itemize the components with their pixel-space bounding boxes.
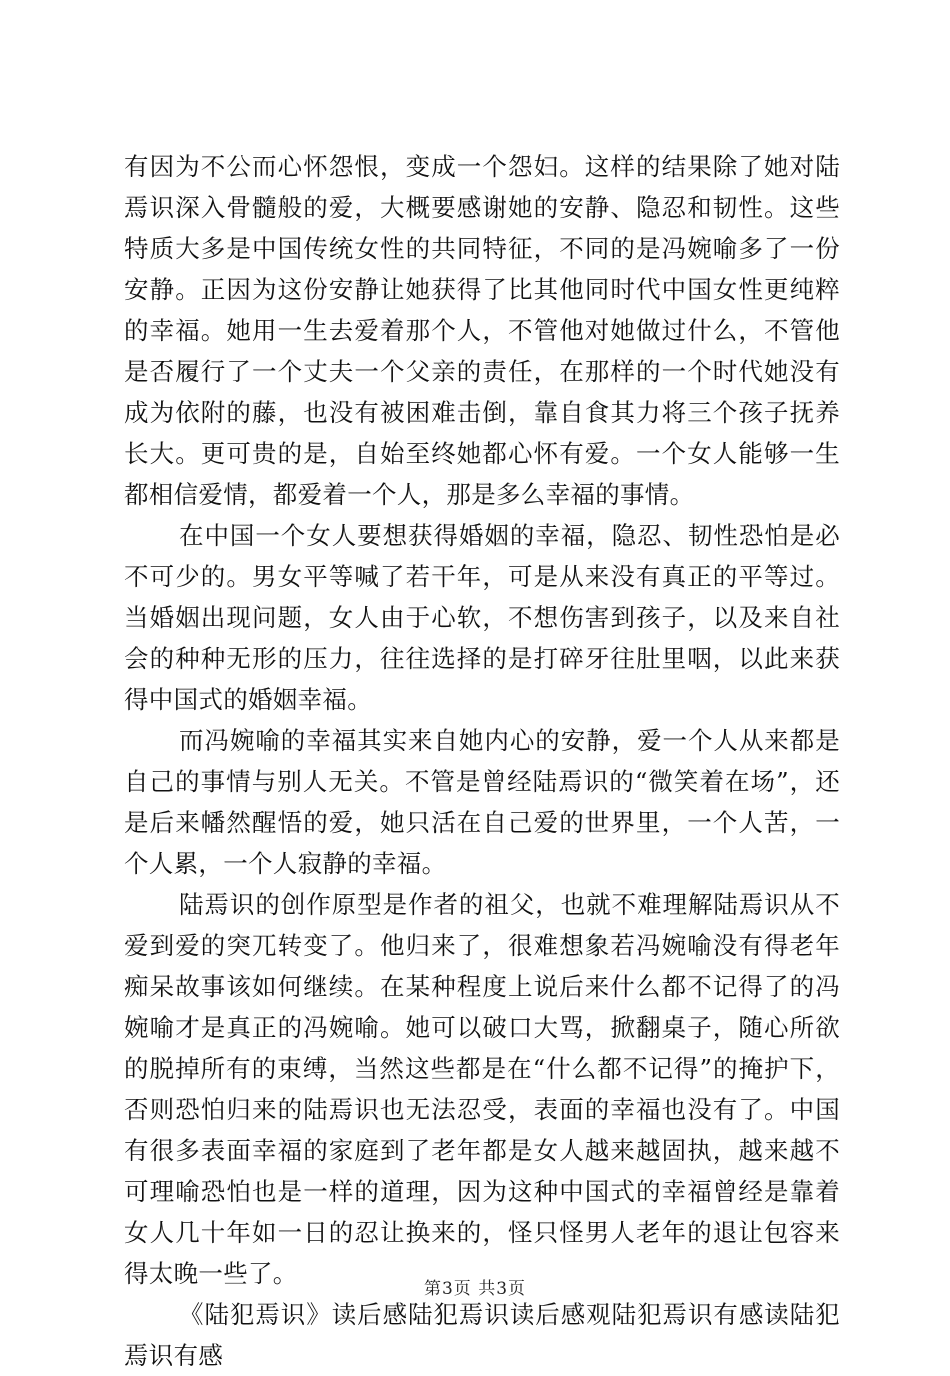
paragraph-continuation: 有因为不公而心怀怨恨，变成一个怨妇。这样的结果除了她对陆焉识深入骨髓般的爱，大概要感谢她的安静、隐忍和韧性。这些特质大多是中国传统女性的共同特征，不同的是冯婉喻多了一份安静。正因为这份安静让她获得了比其他同时代中国女性更纯粹的幸福。她用一生去爱着那个人，不管他对她做过什么，不管他是否履行了一个丈夫一个父亲的责任，在那样的一个时代她没有成为依附的藤，也没有被困难击倒，靠自食其力将三个孩子抚养长大。更可贵的是，自始至终她都心怀有爱。一个女人能够一生都相信爱情，都爱着一个人，那是多么幸福的事情。: [124, 152, 840, 509]
paragraph-marriage-happiness: 在中国一个女人要想获得婚姻的幸福，隐忍、韧性恐怕是必不可少的。男女平等喊了若干年，可是从来没有真正的平等过。当婚姻出现问题，女人由于心软，不想伤害到孩子，以及来自社会的种种无形的压力，往往选择的是打碎牙往肚里咽，以此来获得中国式的婚姻幸福。: [124, 521, 840, 714]
paragraph-creative-prototype: 陆焉识的创作原型是作者的祖父，也就不难理解陆焉识从不爱到爱的突兀转变了。他归来了，很难想象若冯婉喻没有得老年痴呆故事该如何继续。在某种程度上说后来什么都不记得了的冯婉喻才是真正的冯婉喻。她可以破口大骂，掀翻桌子，随心所欲的脱掉所有的束缚，当然这些都是在“什么都不记得”的掩护下，否则恐怕归来的陆焉识也无法忍受，表面的幸福也没有了。中国有很多表面幸福的家庭到了老年都是女人越来越固执，越来越不可理喻恐怕也是一样的道理，因为这种中国式的幸福曾经是靠着女人几十年如一日的忍让换来的，怪只怪男人老年的退让包容来得太晚一些了。: [124, 890, 840, 1288]
paragraph-title-keywords: 《陆犯焉识》读后感陆犯焉识读后感观陆犯焉识有感读陆犯焉识有感: [124, 1300, 840, 1370]
page-number-footer: 第3页 共3页: [423, 1279, 527, 1299]
document-body: [124, 146, 840, 1376]
paragraph-inner-peace: 而冯婉喻的幸福其实来自她内心的安静，爱一个人从来都是自己的事情与别人无关。不管是曾经陆焉识的“微笑着在场”，还是后来幡然醒悟的爱，她只活在自己爱的世界里，一个人苦，一个人累，一个人寂静的幸福。: [124, 726, 840, 878]
